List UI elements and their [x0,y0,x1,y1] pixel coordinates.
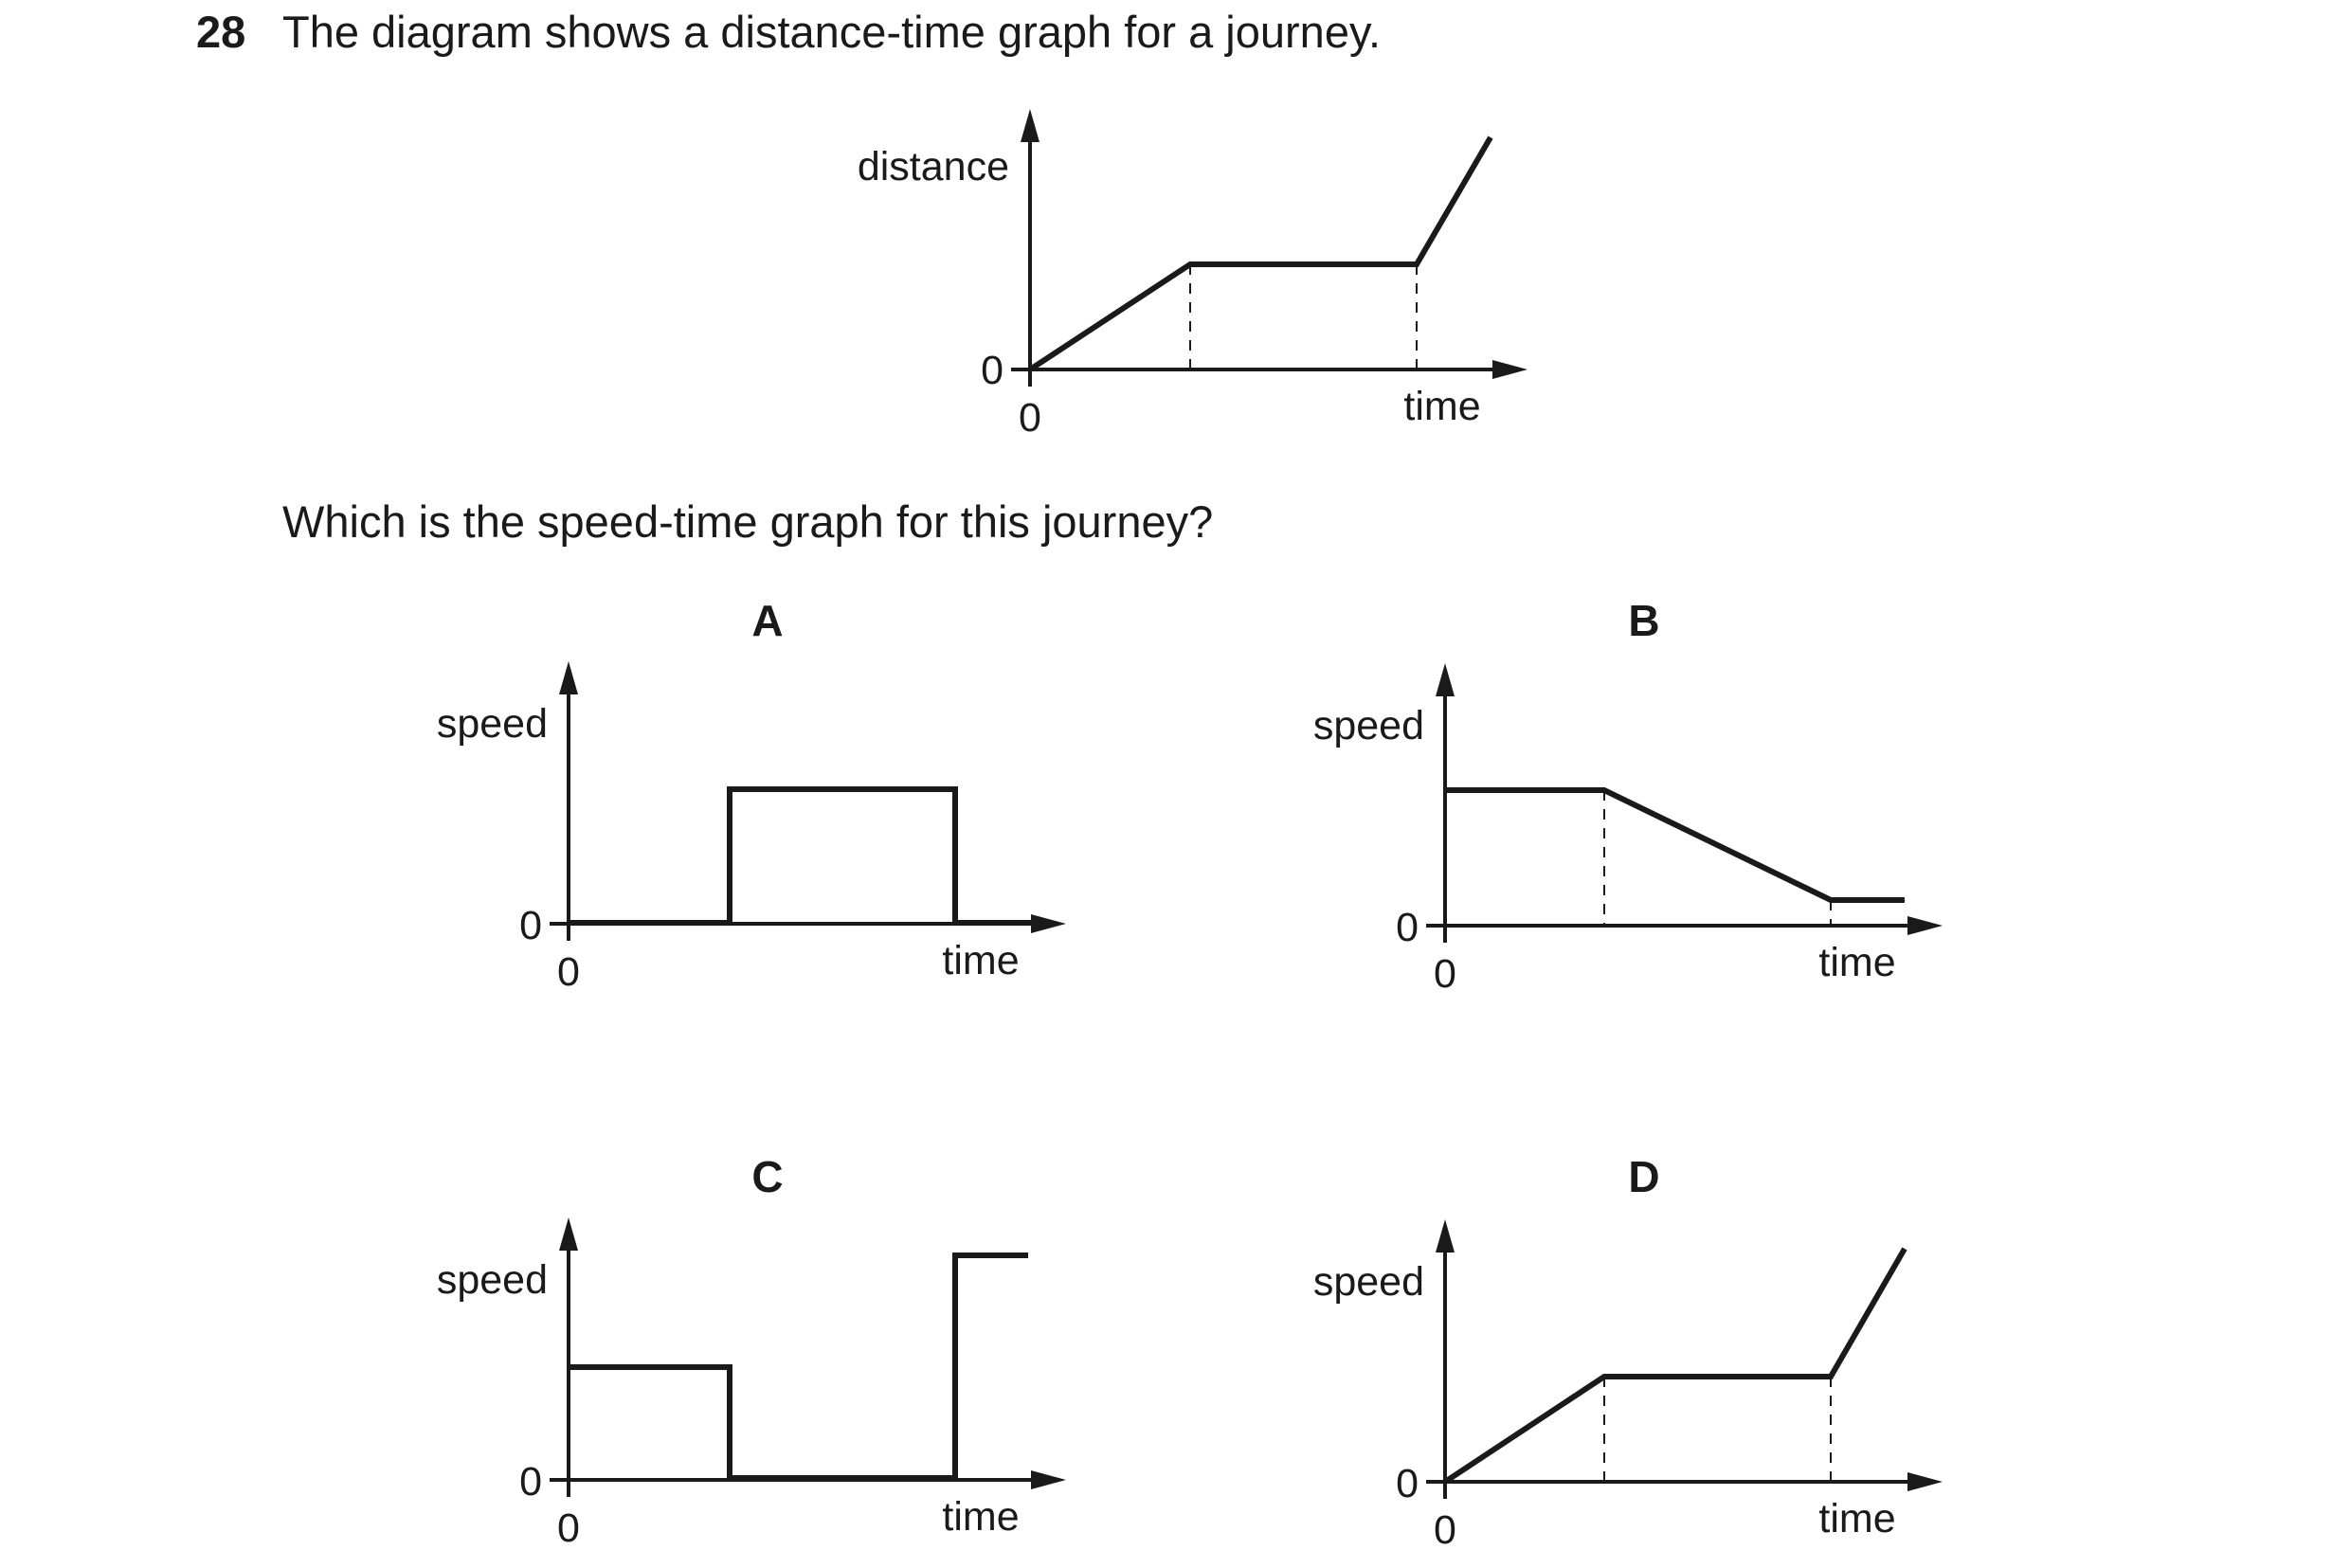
option-a-x-origin-label: 0 [557,949,580,995]
option-b-speed-line [1445,790,1905,900]
main-x-axis-arrow [1492,360,1528,379]
option-c-y-label: speed [436,1257,548,1303]
option-c-y-origin-label: 0 [519,1459,542,1505]
main-y-label: distance [857,144,1009,189]
option-c-x-label: time [942,1494,1020,1540]
main-x-origin-label: 0 [1019,395,1041,441]
option-b-y-label: speed [1312,703,1424,748]
prompt-text: Which is the speed-time graph for this journey? [282,496,1214,547]
option-d-x-label: time [1818,1496,1896,1541]
main-y-origin-label: 0 [981,348,1003,393]
option-d-x-axis-arrow [1907,1472,1943,1491]
option-letter-a[interactable]: A [751,596,784,645]
option-a-y-label: speed [436,701,548,747]
option-d-y-label: speed [1312,1259,1424,1305]
option-a-speed-line [569,789,1035,923]
option-letter-d[interactable]: D [1628,1152,1660,1201]
main-x-label: time [1403,384,1481,429]
option-letter-c[interactable]: C [751,1152,784,1201]
main-y-axis-arrow [1021,109,1039,142]
question-text: The diagram shows a distance-time graph for a journey. [282,7,1382,57]
option-a-x-label: time [942,938,1020,983]
option-c-x-axis-arrow [1031,1470,1066,1489]
option-c-x-origin-label: 0 [557,1505,580,1551]
option-b-x-origin-label: 0 [1434,951,1456,997]
option-letter-b[interactable]: B [1628,596,1660,645]
option-a-y-origin-label: 0 [519,903,542,948]
question-number: 28 [196,7,246,57]
option-b-x-axis-arrow [1907,916,1943,935]
main-journey-line [1030,137,1491,369]
option-c-speed-line [569,1255,1028,1478]
option-c-y-axis-arrow [559,1217,578,1251]
option-b-y-axis-arrow [1436,663,1455,696]
option-d-y-origin-label: 0 [1396,1461,1419,1506]
option-d-y-axis-arrow [1436,1219,1455,1253]
option-d-speed-line [1445,1249,1905,1482]
option-d-x-origin-label: 0 [1434,1507,1456,1553]
option-b-x-label: time [1818,940,1896,985]
option-a-x-axis-arrow [1031,914,1066,933]
option-b-y-origin-label: 0 [1396,905,1419,950]
option-a-y-axis-arrow [559,661,578,694]
